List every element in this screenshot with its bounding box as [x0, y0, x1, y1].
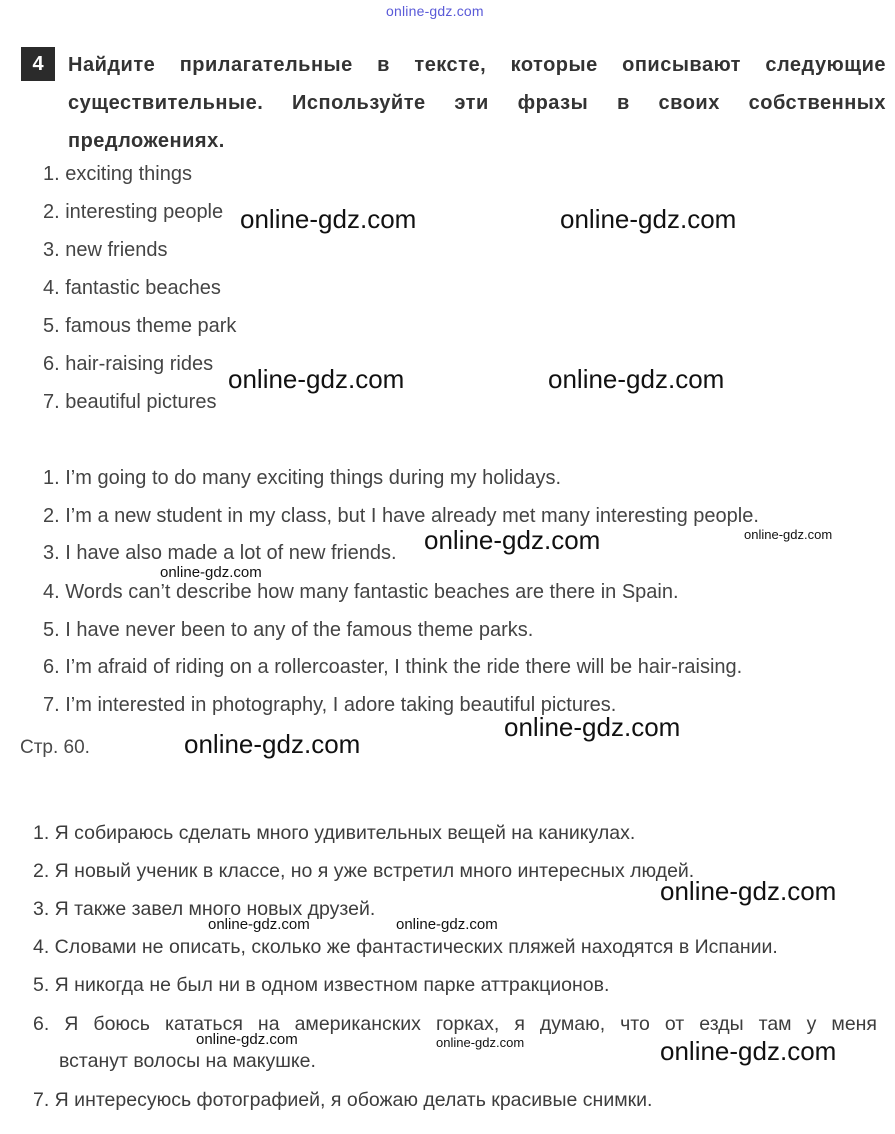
sentence-item: 2. I’m a new student in my class, but I have already met many interesting people.	[43, 505, 759, 527]
watermark: online-gdz.com	[160, 564, 262, 581]
watermark: online-gdz.com	[424, 525, 601, 555]
phrase-item: 4. fantastic beaches	[43, 277, 221, 299]
watermark: online-gdz.com	[396, 916, 498, 933]
sentence-item: 7. I’m interested in photography, I adore taking beautiful pictures.	[43, 694, 617, 716]
phrase-item: 5. famous theme park	[43, 315, 237, 337]
translation-item: 7. Я интересуюсь фотографией, я обожаю делать красивые снимки.	[33, 1089, 653, 1111]
translation-item-continuation: встанут волосы на макушке.	[59, 1050, 316, 1072]
site-watermark-top[interactable]: online-gdz.com	[386, 3, 484, 19]
task-heading: Найдите прилагательные в тексте, которые описывают следующие существительные. Используйте эти фразы в своих собственных предложениях.	[68, 54, 886, 152]
watermark: online-gdz.com	[228, 364, 405, 394]
sentence-item: 3. I have also made a lot of new friends.	[43, 542, 397, 564]
phrase-item: 6. hair-raising rides	[43, 353, 214, 375]
watermark: online-gdz.com	[240, 204, 417, 234]
watermark: online-gdz.com	[660, 876, 837, 906]
watermark: online-gdz.com	[744, 527, 833, 542]
watermark: online-gdz.com	[548, 364, 725, 394]
translation-item: 3. Я также завел много новых друзей.	[33, 898, 376, 920]
phrase-item: 2. interesting people	[43, 201, 224, 223]
watermark: online-gdz.com	[660, 1036, 837, 1066]
watermark: online-gdz.com	[560, 204, 737, 234]
translation-item: 5. Я никогда не был ни в одном известном парке аттракционов.	[33, 974, 610, 996]
phrase-item: 3. new friends	[43, 239, 168, 261]
phrase-item: 7. beautiful pictures	[43, 391, 217, 413]
sentence-item: 6. I’m afraid of riding on a rollercoaster, I think the ride there will be hair-raising.	[43, 656, 743, 678]
sentence-item: 1. I’m going to do many exciting things during my holidays.	[43, 467, 562, 489]
watermark: online-gdz.com	[184, 729, 361, 759]
translation-item: 2. Я новый ученик в классе, но я уже встретил много интересных людей.	[33, 860, 695, 882]
sentence-item: 4. Words can’t describe how many fantastic beaches are there in Spain.	[43, 581, 679, 603]
translation-item: 1. Я собираюсь сделать много удивительных вещей на каникулах.	[33, 822, 636, 844]
page-reference: Стр. 60.	[20, 737, 90, 758]
translation-item: 4. Словами не описать, сколько же фантастических пляжей находятся в Испании.	[33, 936, 778, 958]
sentence-item: 5. I have never been to any of the famous theme parks.	[43, 619, 534, 641]
translation-item: 6. Я боюсь кататься на американских горках, я думаю, что от езды там у меня	[33, 1013, 877, 1035]
watermark: online-gdz.com	[196, 1031, 298, 1048]
phrase-item: 1. exciting things	[43, 163, 192, 185]
watermark: online-gdz.com	[504, 712, 681, 742]
watermark: online-gdz.com	[208, 916, 310, 933]
task-number-badge: 4	[21, 47, 55, 81]
watermark: online-gdz.com	[436, 1035, 525, 1050]
